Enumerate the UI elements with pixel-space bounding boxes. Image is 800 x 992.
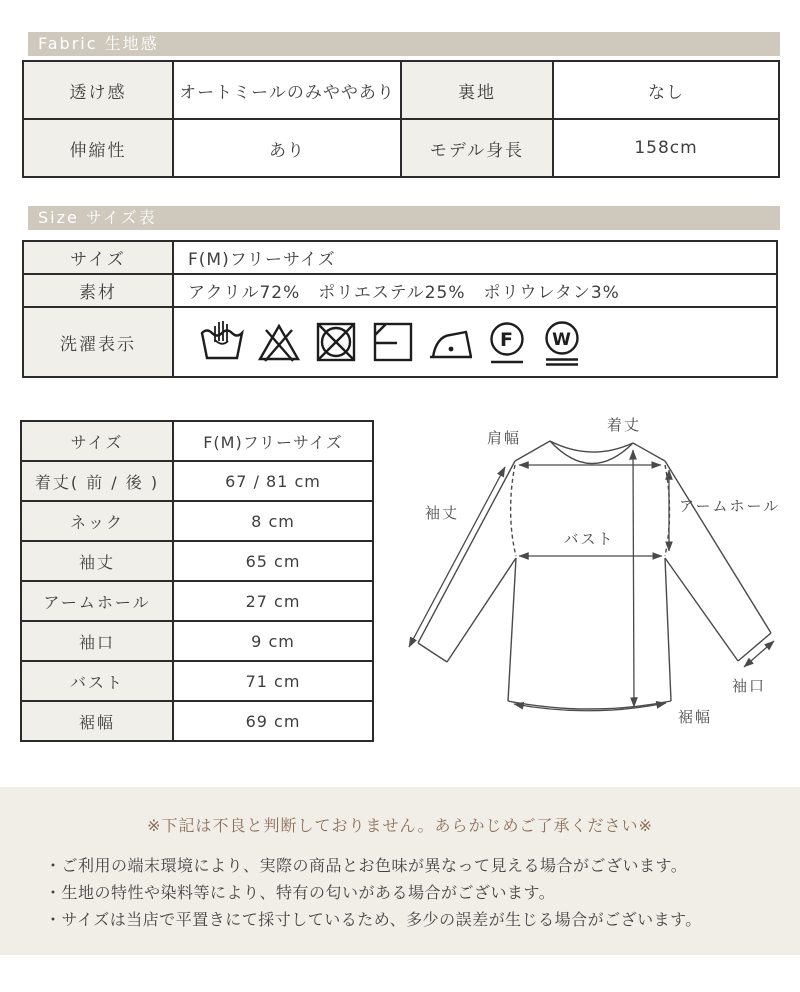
row-value-cell: 158cm xyxy=(553,119,779,177)
row-label-cell: 洗濯表示 xyxy=(23,307,173,377)
length-label: 着丈 xyxy=(606,416,642,434)
disclaimer-title: ※下記は不良と判断しておりません。あらかじめご了承ください※ xyxy=(147,816,653,835)
row-label-cell: モデル身長 xyxy=(401,119,553,177)
hand-wash-icon xyxy=(198,316,246,368)
table-row xyxy=(21,661,373,701)
shoulder-label: 肩幅 xyxy=(486,429,522,447)
row-label-cell: アームホール xyxy=(21,581,173,621)
length-arrow xyxy=(633,450,634,707)
care-letter-w: W xyxy=(552,330,572,350)
care-letter-f: F xyxy=(500,329,514,351)
row-value-cell: F(M)フリーサイズ xyxy=(173,421,373,461)
measurement-table xyxy=(20,420,374,742)
hem-label: 裾幅 xyxy=(678,708,713,726)
table-row xyxy=(23,307,777,377)
disclaimer-item: ・ご利用の端末環境により、実際の商品とお色味が異なって見える場合がございます。 xyxy=(45,856,688,875)
row-label-cell: 袖口 xyxy=(21,621,173,661)
bust-label: バスト xyxy=(563,530,615,548)
garment-measurement-diagram xyxy=(388,410,800,782)
size-info-table xyxy=(22,240,778,378)
disclaimer-item: ・サイズは当店で平置きにて採寸しているため、多少の誤差が生じる場合がございます。 xyxy=(45,910,702,929)
table-row xyxy=(21,621,373,661)
row-value-cell: アクリル72% ポリエステル25% ポリウレタン3% xyxy=(173,274,777,307)
do-not-bleach-icon xyxy=(255,316,303,368)
sleeve-label: 袖丈 xyxy=(424,504,460,522)
row-value-cell: F(M)フリーサイズ xyxy=(173,241,777,274)
cuff-arrow xyxy=(744,641,774,667)
dry-clean-petroleum-f-icon xyxy=(485,316,531,368)
row-label-cell: 着丈( 前 / 後 ) xyxy=(21,461,173,501)
row-value-cell: あり xyxy=(173,119,401,177)
row-value-cell: 8 cm xyxy=(173,501,373,541)
table-row xyxy=(21,581,373,621)
cuff-label: 袖口 xyxy=(731,677,767,695)
table-row xyxy=(21,461,373,501)
row-label-cell: ネック xyxy=(21,501,173,541)
row-label-cell: サイズ xyxy=(23,241,173,274)
size-section-header: Size サイズ表 xyxy=(28,206,780,230)
row-value-cell: 9 cm xyxy=(173,621,373,661)
row-label-cell: バスト xyxy=(21,661,173,701)
care-symbols-cell xyxy=(173,307,777,377)
table-row xyxy=(23,61,779,119)
care-symbols xyxy=(186,316,776,368)
sleeve-length-arrow xyxy=(409,467,505,647)
table-row xyxy=(21,501,373,541)
row-value-cell: なし xyxy=(553,61,779,119)
measurement-zone xyxy=(0,416,800,742)
table-row xyxy=(21,421,373,461)
row-label-cell: 裾幅 xyxy=(21,701,173,741)
row-value-cell: 27 cm xyxy=(173,581,373,621)
row-value-cell: 67 / 81 cm xyxy=(173,461,373,501)
fabric-table xyxy=(22,60,780,178)
measurement-arrows xyxy=(409,450,774,711)
row-label-cell: 伸縮性 xyxy=(23,119,173,177)
fabric-section-header: Fabric 生地感 xyxy=(28,32,780,56)
table-row xyxy=(21,541,373,581)
row-value-cell: 71 cm xyxy=(173,661,373,701)
row-label-cell: 袖丈 xyxy=(21,541,173,581)
row-label-cell: サイズ xyxy=(21,421,173,461)
row-value-cell: オートミールのみややあり xyxy=(173,61,401,119)
row-value-cell: 69 cm xyxy=(173,701,373,741)
armhole-label: アームホール xyxy=(679,497,781,515)
row-label-cell: 透け感 xyxy=(23,61,173,119)
row-value-cell: 65 cm xyxy=(173,541,373,581)
row-label-cell: 素材 xyxy=(23,274,173,307)
iron-low-heat-icon xyxy=(426,316,476,368)
row-label-cell: 裏地 xyxy=(401,61,553,119)
do-not-tumble-dry-icon xyxy=(312,316,360,368)
wet-clean-w-icon xyxy=(540,316,586,368)
table-row xyxy=(23,274,777,307)
table-row xyxy=(21,701,373,741)
garment-outline xyxy=(418,441,771,709)
table-row xyxy=(23,241,777,274)
disclaimer-item: ・生地の特性や染料等により、特有の匂いがある場合がございます。 xyxy=(45,883,556,902)
dry-flat-in-shade-icon xyxy=(369,316,417,368)
table-row xyxy=(23,119,779,177)
disclaimer-section xyxy=(0,787,800,955)
